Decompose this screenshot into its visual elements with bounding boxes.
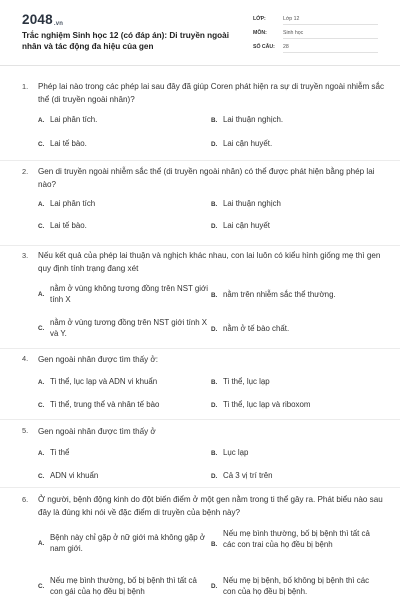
- option-letter: C.: [38, 141, 45, 148]
- option-letter: A.: [38, 201, 45, 208]
- meta-subject-label: MÔN:: [253, 30, 267, 36]
- question-number: 3.: [22, 251, 29, 260]
- meta-count: [253, 44, 378, 54]
- option-text: Nếu mẹ bình thường, bố bị bệnh thì tất cả các con trai của họ đều bị bệnh: [223, 529, 370, 549]
- option-letter: B.: [211, 292, 218, 299]
- meta-subject-value: Sinh học: [283, 30, 304, 36]
- logo-suffix: .vn: [53, 21, 64, 27]
- option-letter: D.: [211, 223, 218, 230]
- question-3: [0, 249, 400, 349]
- option-letter: B.: [211, 379, 218, 386]
- option-text: Ti thể, lục lạp: [223, 377, 270, 386]
- option-letter: A.: [38, 450, 45, 457]
- meta-divider: [283, 52, 378, 53]
- option-letter: C.: [38, 223, 45, 230]
- option-letter: A.: [38, 379, 45, 386]
- meta-divider: [283, 38, 378, 39]
- option-letter: A.: [38, 540, 45, 547]
- option-text: Lai thuận nghịch.: [223, 115, 284, 124]
- option-text: Cả 3 vị trí trên: [223, 471, 273, 480]
- option-text: Ti thể: [50, 448, 70, 457]
- question-text: Nếu kết quả của phép lai thuận và nghịch khác nhau, con lai luôn có kiểu hình giống mẹ thì gen quy định tính trạng đang xét: [38, 251, 381, 273]
- option-letter: C.: [38, 473, 45, 480]
- option-text: nằm ở tế bào chất.: [223, 324, 290, 333]
- option-letter: D.: [211, 473, 218, 480]
- option-letter: A.: [38, 117, 45, 124]
- option-letter: D.: [211, 141, 218, 148]
- option-letter: A.: [38, 291, 45, 298]
- option-text: nằm ở vùng không tương đồng trên NST giới tính X: [50, 284, 208, 304]
- option-text: Nếu mẹ bị bệnh, bố không bị bệnh thì các con của họ đều bị bệnh.: [223, 576, 370, 596]
- question-5: [0, 425, 400, 488]
- meta-count-label: SỐ CÂU:: [253, 44, 275, 50]
- question-text: Gen di truyền ngoài nhiễm sắc thể (di truyền ngoài nhân) có thể được phát hiện bằng phép lai nào?: [38, 167, 375, 189]
- meta-subject: [253, 30, 378, 40]
- option-text: Lai cận huyết.: [223, 139, 273, 148]
- option-text: nằm ở vùng tương đồng trên NST giới tính X và Y.: [50, 318, 208, 338]
- question-text: Gen ngoài nhân được tìm thấy ở:: [38, 355, 158, 364]
- option-text: Lai cận huyết: [223, 221, 270, 230]
- meta-divider: [283, 24, 378, 25]
- question-1: [0, 80, 400, 161]
- option-text: Ti thể, lục lạp và ADN vi khuẩn: [50, 377, 158, 386]
- option-letter: D.: [211, 583, 218, 590]
- question-6: [0, 493, 400, 600]
- question-text: Phép lai nào trong các phép lai sau đây đã giúp Coren phát hiện ra sự di truyền ngoài nhiễm sắc thể (di truyền ngoài nhân)?: [38, 82, 385, 104]
- meta-grade: [253, 16, 378, 26]
- option-text: Lục lạp: [223, 448, 249, 457]
- option-text: nằm trên nhiễm sắc thể thường.: [223, 290, 336, 299]
- option-letter: D.: [211, 402, 218, 409]
- option-letter: D.: [211, 326, 218, 333]
- question-2: [0, 165, 400, 246]
- option-letter: B.: [211, 450, 218, 457]
- option-text: Lai tế bào.: [50, 139, 87, 148]
- logo-text: 2048: [22, 12, 53, 27]
- question-number: 2.: [22, 167, 29, 176]
- option-text: Ti thể, lục lạp và riboxom: [223, 400, 311, 409]
- meta-grade-value: Lớp 12: [283, 16, 300, 22]
- question-number: 1.: [22, 82, 29, 91]
- option-text: ADN vi khuẩn: [50, 471, 99, 480]
- meta-grade-label: LỚP:: [253, 16, 266, 22]
- option-text: Ti thể, trung thể và nhân tế bào: [50, 400, 160, 409]
- page-header: [0, 0, 400, 66]
- option-letter: B.: [211, 117, 218, 124]
- option-text: Lai phân tích: [50, 199, 96, 208]
- option-letter: C.: [38, 325, 45, 332]
- option-letter: B.: [211, 541, 218, 548]
- option-text: Lai phân tích.: [50, 115, 98, 124]
- meta-count-value: 28: [283, 44, 289, 50]
- option-letter: B.: [211, 201, 218, 208]
- question-number: 5.: [22, 426, 29, 435]
- page-title: Trắc nghiệm Sinh học 12 (có đáp án): Di truyền ngoài nhân và tác động đa hiệu của gen: [22, 31, 229, 51]
- option-text: Lai tế bào.: [50, 221, 87, 230]
- option-text: Lai thuận nghịch: [223, 199, 281, 208]
- question-text: Ở người, bệnh động kinh do đột biến điểm ở một gen nằm trong ti thể gây ra. Phát biểu nào sau đây là đúng khi nói về đặc điểm di truyền của bệnh này?: [38, 495, 383, 517]
- question-number: 4.: [22, 354, 29, 363]
- question-4: [0, 353, 400, 420]
- question-number: 6.: [22, 495, 29, 504]
- option-text: Nếu mẹ bình thường, bố bị bệnh thì tất cả con gái của họ đều bị bệnh: [50, 576, 197, 596]
- option-letter: C.: [38, 402, 45, 409]
- option-letter: C.: [38, 583, 45, 590]
- question-text: Gen ngoài nhân được tìm thấy ở: [38, 427, 156, 436]
- option-text: Bệnh này chỉ gặp ở nữ giới mà không gặp ở nam giới.: [50, 533, 206, 553]
- site-logo[interactable]: [22, 12, 63, 27]
